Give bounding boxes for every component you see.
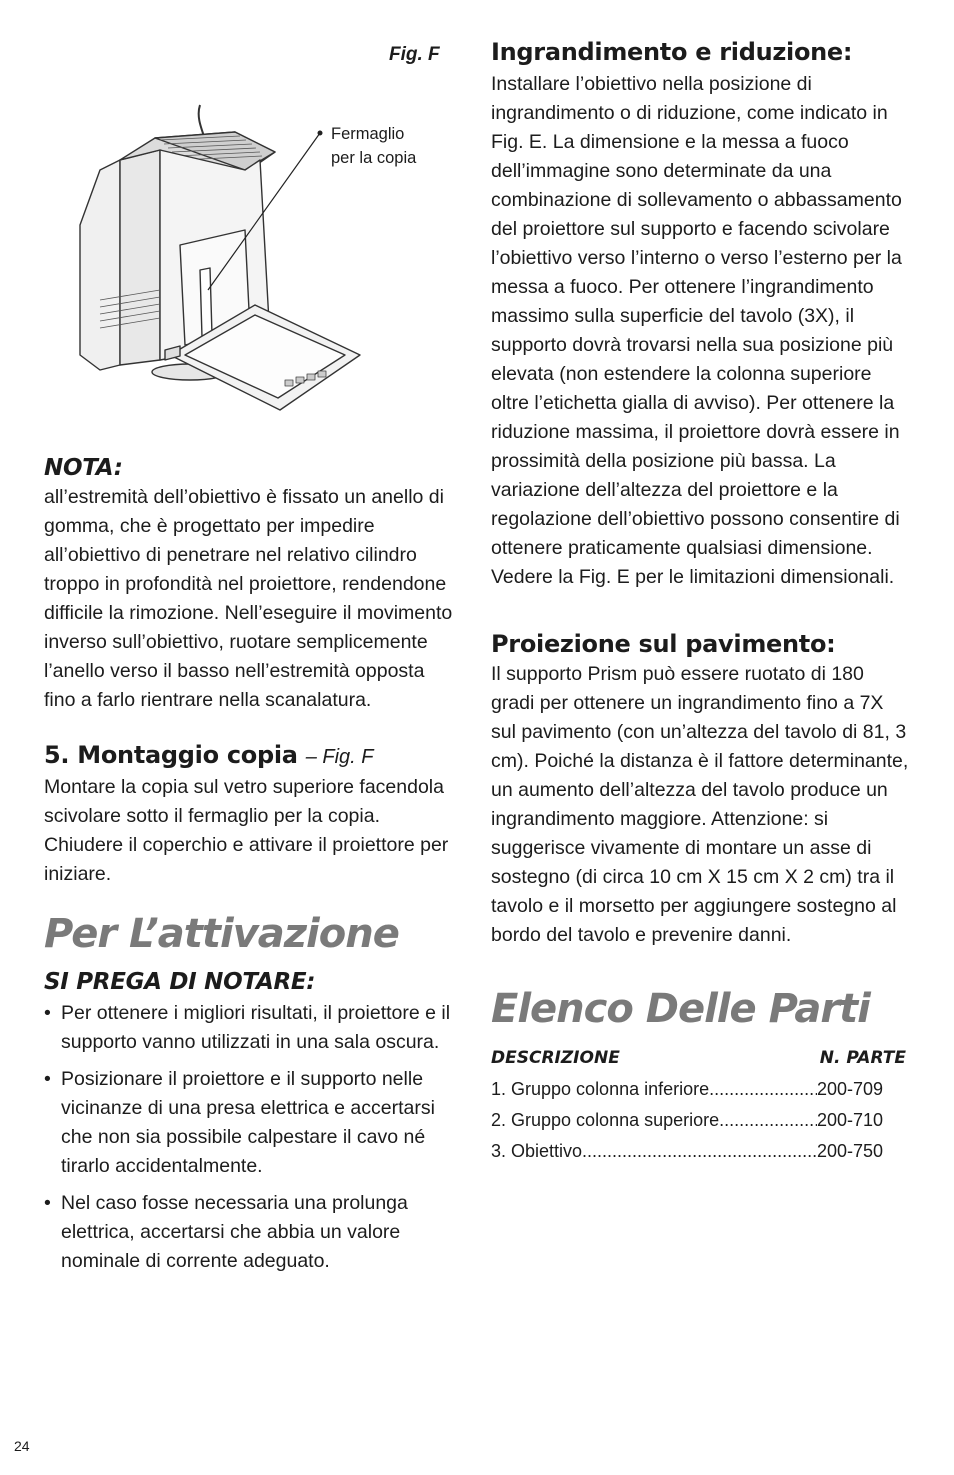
- part-row: 3. Obiettivo ..... 200-750: [491, 1136, 883, 1167]
- montaggio-text: Montare la copia sul vetro superiore facendola scivolare sotto il fermaglio per la copia. Chiudere il coperchio e attivare il proiettore per iniziare.: [44, 776, 449, 885]
- proiezione-title: Proiezione sul pavimento:: [491, 630, 836, 658]
- col-num-header: N. PARTE: [819, 1048, 906, 1068]
- right-column: [491, 38, 911, 1167]
- ingrandimento-text: Installare l’obiettivo nella posizione di ingrandimento o di riduzione, come indicato in Fig. E. La dimensione e la messa a fuoco dell’immagine sono determinate da una combinazione di sollevamento o abbassamento del proiettore sul supporto e facendo scivolare l’obiettivo verso l’interno o verso l’esterno per la messa a fuoco. Per ottenere l’ingrandimento massimo sulla superficie del tavolo (3X), il supporto dovrà trovarsi nella sua posizione più elevata (non estendere la colonna superiore oltre l’etichetta gialla di avviso). Per ottenere la riduzione massima, il proiettore dovrà essere in prossimità della posizione più bassa. La variazione dell’altezza del proiettore e la regolazione dell’obiettivo possono consentire di ottenere praticamente qualsiasi dimensione. Vedere la Fig. E per le limitazioni dimensionali.: [491, 73, 902, 588]
- nota-text: all’estremità dell’obiettivo è fissato un anello di gomma, che è progettato per impedire all’obiettivo di penetrare nel relativo cilindro troppo in profondità nel proiettore, rendendone difficile la rimozione. Nell’eseguire il movimento inverso sull’obiettivo, ruotare semplicemente l’anello verso il basso nell’estremità opposta fino a farlo rientrare nella scanalatura.: [44, 486, 453, 711]
- col-desc-header: DESCRIZIONE: [491, 1048, 620, 1068]
- nota-title: NOTA:: [44, 455, 123, 481]
- attivazione-subtitle: SI PREGA DI NOTARE:: [44, 969, 316, 995]
- parti-title: Elenco Delle Parti: [491, 986, 870, 1032]
- montaggio-fig-ref: – Fig. F: [305, 746, 374, 768]
- figure-label: Fig. F: [389, 44, 440, 65]
- part-row: 2. Gruppo colonna superiore ..... 200-710: [491, 1105, 883, 1136]
- copy-clip-callout: [331, 122, 416, 170]
- bullet-item: • Nel caso fosse necessaria una prolunga elettrica, accertarsi che abbia un valore nominale di corrente adeguato.: [44, 1192, 408, 1272]
- bullet-item: • Per ottenere i migliori risultati, il proiettore e il supporto vanno utilizzati in una sala oscura.: [44, 1002, 451, 1053]
- montaggio-heading: [44, 741, 460, 769]
- callout-line-1: Fermaglio: [331, 125, 405, 143]
- proiezione-text: Il supporto Prism può essere ruotato di 180 gradi per ottenere un ingrandimento fino a 7X sul pavimento (con un’altezza del tavolo di 81, 3 cm). Poiché la distanza è il fattore determinante, un aumento dell’altezza del tavolo produce un ingrandimento maggiore. Attenzione: si suggerisce vivamente di montare un asse di sostegno (di circa 10 cm X 15 cm X 2 cm) tra il tavolo e il morsetto per aggiungere sostegno al bordo del tavolo e prevenire danni.: [491, 663, 909, 946]
- page-number: 24: [14, 1438, 30, 1454]
- part-row: 1. Gruppo colonna inferiore ..... 200-709: [491, 1074, 883, 1105]
- callout-line-2: per la copia: [331, 149, 417, 167]
- left-column: [44, 455, 460, 1284]
- attivazione-bullets: [44, 999, 460, 1276]
- attivazione-title: Per L’attivazione: [44, 911, 399, 957]
- parts-header: [491, 1048, 906, 1068]
- parts-list: [491, 1074, 911, 1167]
- bullet-item: • Posizionare il proiettore e il supporto nelle vicinanze di una presa elettrica e accertarsi che non sia possibile calpestare il cavo né tirarlo accidentalmente.: [44, 1068, 435, 1177]
- ingrandimento-title: Ingrandimento e riduzione:: [491, 38, 853, 66]
- montaggio-title: 5. Montaggio copia: [44, 741, 298, 769]
